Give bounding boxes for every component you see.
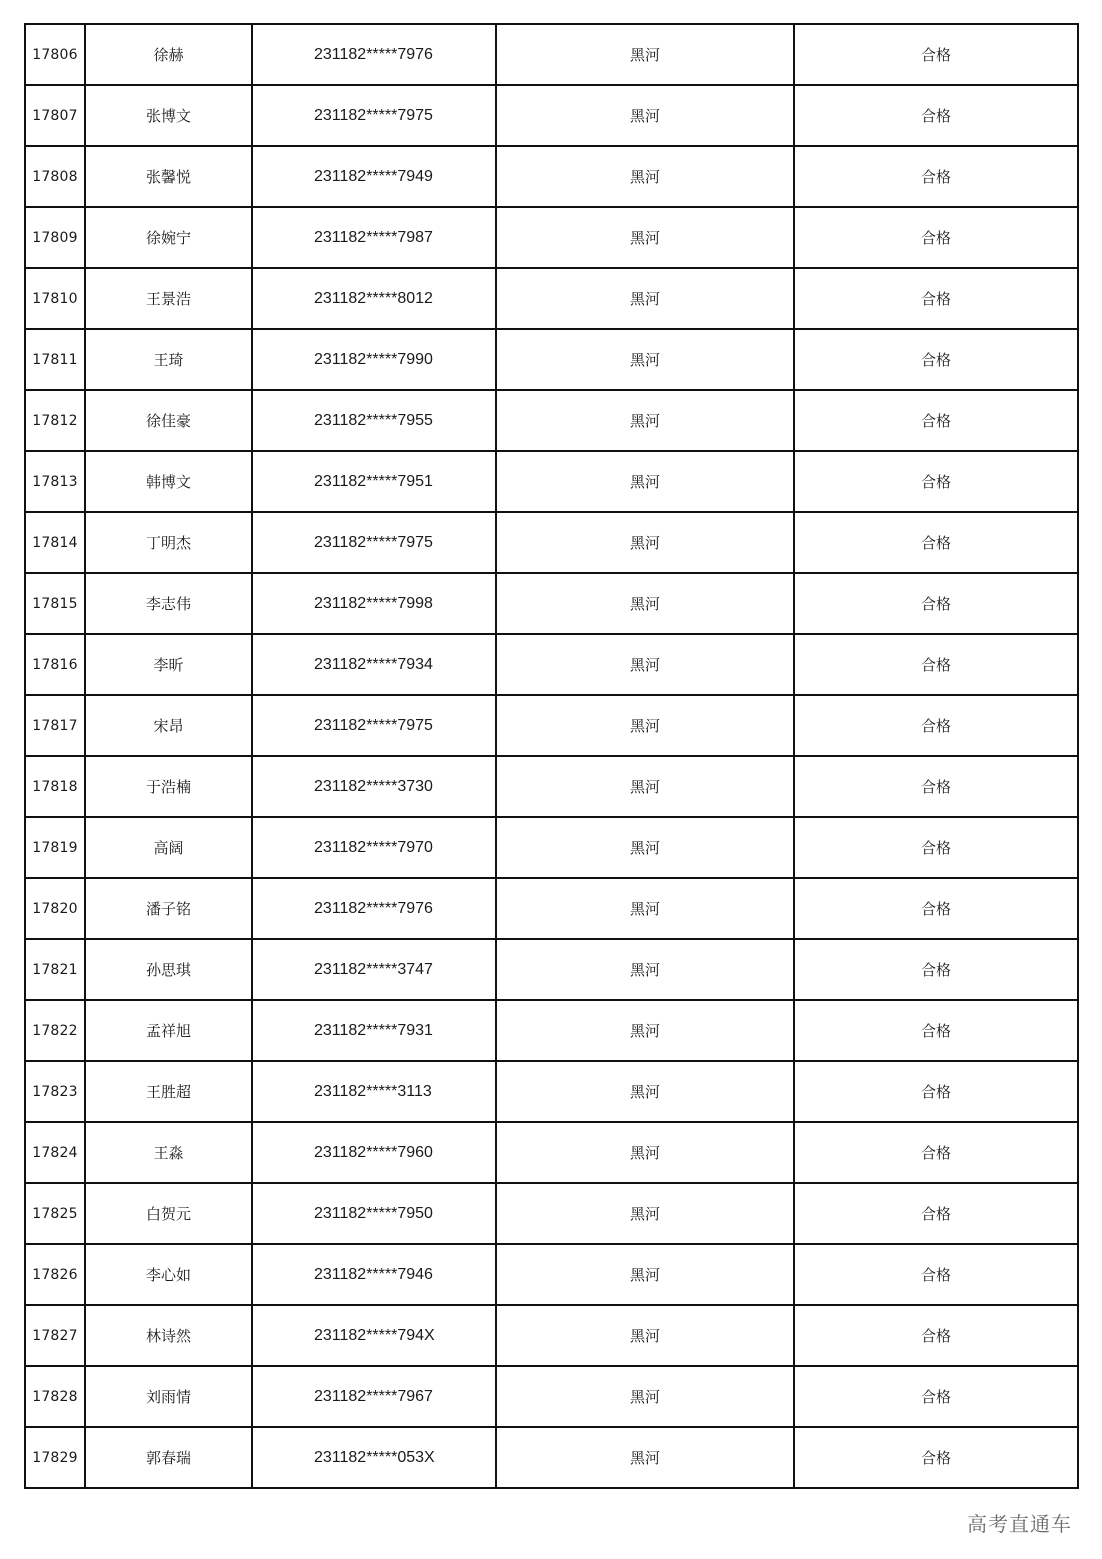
result-cell: 合格 [794,1061,1078,1122]
result-cell: 合格 [794,1305,1078,1366]
region-cell: 黑河 [496,146,794,207]
table-row [25,512,1078,573]
serial-number-cell: 17814 [25,512,85,573]
region-cell: 黑河 [496,1000,794,1061]
table-row [25,268,1078,329]
id-number-cell: 231182*****3113 [252,1061,496,1122]
serial-number-cell: 17816 [25,634,85,695]
name-cell: 郭春瑞 [85,1427,252,1488]
region-cell: 黑河 [496,268,794,329]
region-cell: 黑河 [496,878,794,939]
table-row [25,939,1078,1000]
name-cell: 刘雨情 [85,1366,252,1427]
result-cell: 合格 [794,817,1078,878]
result-cell: 合格 [794,85,1078,146]
table-row [25,1366,1078,1427]
name-cell: 孙思琪 [85,939,252,1000]
name-cell: 王景浩 [85,268,252,329]
name-cell: 潘子铭 [85,878,252,939]
id-number-cell: 231182*****7955 [252,390,496,451]
region-cell: 黑河 [496,1427,794,1488]
serial-number-cell: 17815 [25,573,85,634]
id-number-cell: 231182*****7960 [252,1122,496,1183]
table-row [25,85,1078,146]
result-cell: 合格 [794,756,1078,817]
table-row [25,817,1078,878]
id-number-cell: 231182*****7975 [252,512,496,573]
result-cell: 合格 [794,1000,1078,1061]
result-cell: 合格 [794,207,1078,268]
region-cell: 黑河 [496,695,794,756]
table-row [25,1244,1078,1305]
result-cell: 合格 [794,1122,1078,1183]
region-cell: 黑河 [496,329,794,390]
name-cell: 韩博文 [85,451,252,512]
id-number-cell: 231182*****7976 [252,24,496,85]
table-row [25,1122,1078,1183]
region-cell: 黑河 [496,1183,794,1244]
name-cell: 王胜超 [85,1061,252,1122]
region-cell: 黑河 [496,573,794,634]
result-cell: 合格 [794,512,1078,573]
result-cell: 合格 [794,1366,1078,1427]
id-number-cell: 231182*****7975 [252,695,496,756]
region-cell: 黑河 [496,451,794,512]
serial-number-cell: 17809 [25,207,85,268]
region-cell: 黑河 [496,390,794,451]
table-row [25,1000,1078,1061]
name-cell: 白贺元 [85,1183,252,1244]
name-cell: 张馨悦 [85,146,252,207]
id-number-cell: 231182*****7950 [252,1183,496,1244]
name-cell: 王琦 [85,329,252,390]
result-cell: 合格 [794,146,1078,207]
result-cell: 合格 [794,695,1078,756]
table-row [25,146,1078,207]
id-number-cell: 231182*****7976 [252,878,496,939]
result-cell: 合格 [794,878,1078,939]
region-cell: 黑河 [496,1366,794,1427]
table-row [25,1427,1078,1488]
name-cell: 徐赫 [85,24,252,85]
name-cell: 李昕 [85,634,252,695]
table-row [25,573,1078,634]
name-cell: 李志伟 [85,573,252,634]
id-number-cell: 231182*****7951 [252,451,496,512]
name-cell: 宋昂 [85,695,252,756]
table-row [25,1183,1078,1244]
name-cell: 徐佳豪 [85,390,252,451]
result-cell: 合格 [794,573,1078,634]
id-number-cell: 231182*****7990 [252,329,496,390]
serial-number-cell: 17808 [25,146,85,207]
name-cell: 于浩楠 [85,756,252,817]
id-number-cell: 231182*****7967 [252,1366,496,1427]
serial-number-cell: 17822 [25,1000,85,1061]
region-cell: 黑河 [496,634,794,695]
region-cell: 黑河 [496,512,794,573]
result-cell: 合格 [794,1427,1078,1488]
table-row [25,329,1078,390]
table-row [25,1061,1078,1122]
serial-number-cell: 17820 [25,878,85,939]
result-cell: 合格 [794,268,1078,329]
id-number-cell: 231182*****7949 [252,146,496,207]
serial-number-cell: 17821 [25,939,85,1000]
serial-number-cell: 17823 [25,1061,85,1122]
result-cell: 合格 [794,1183,1078,1244]
region-cell: 黑河 [496,24,794,85]
name-cell: 丁明杰 [85,512,252,573]
result-cell: 合格 [794,451,1078,512]
table-row [25,451,1078,512]
id-number-cell: 231182*****7998 [252,573,496,634]
result-cell: 合格 [794,634,1078,695]
region-cell: 黑河 [496,817,794,878]
region-cell: 黑河 [496,1244,794,1305]
table-row [25,634,1078,695]
table-row [25,695,1078,756]
serial-number-cell: 17829 [25,1427,85,1488]
result-cell: 合格 [794,24,1078,85]
region-cell: 黑河 [496,756,794,817]
id-number-cell: 231182*****3747 [252,939,496,1000]
table-row [25,1305,1078,1366]
serial-number-cell: 17813 [25,451,85,512]
id-number-cell: 231182*****7934 [252,634,496,695]
name-cell: 高阔 [85,817,252,878]
name-cell: 张博文 [85,85,252,146]
serial-number-cell: 17819 [25,817,85,878]
region-cell: 黑河 [496,939,794,1000]
serial-number-cell: 17817 [25,695,85,756]
id-number-cell: 231182*****7975 [252,85,496,146]
result-cell: 合格 [794,1244,1078,1305]
region-cell: 黑河 [496,207,794,268]
serial-number-cell: 17810 [25,268,85,329]
table-row [25,24,1078,85]
name-cell: 徐婉宁 [85,207,252,268]
name-cell: 林诗然 [85,1305,252,1366]
result-cell: 合格 [794,329,1078,390]
serial-number-cell: 17826 [25,1244,85,1305]
watermark: 高考直通车 [965,1508,1074,1537]
id-number-cell: 231182*****053X [252,1427,496,1488]
table-row [25,878,1078,939]
region-cell: 黑河 [496,1061,794,1122]
id-number-cell: 231182*****7946 [252,1244,496,1305]
serial-number-cell: 17811 [25,329,85,390]
name-cell: 孟祥旭 [85,1000,252,1061]
serial-number-cell: 17825 [25,1183,85,1244]
result-cell: 合格 [794,390,1078,451]
serial-number-cell: 17828 [25,1366,85,1427]
serial-number-cell: 17827 [25,1305,85,1366]
name-cell: 王淼 [85,1122,252,1183]
id-number-cell: 231182*****7970 [252,817,496,878]
region-cell: 黑河 [496,1305,794,1366]
serial-number-cell: 17812 [25,390,85,451]
results-table-body [25,24,1078,1488]
serial-number-cell: 17806 [25,24,85,85]
id-number-cell: 231182*****3730 [252,756,496,817]
serial-number-cell: 17807 [25,85,85,146]
result-cell: 合格 [794,939,1078,1000]
table-row [25,756,1078,817]
region-cell: 黑河 [496,85,794,146]
name-cell: 李心如 [85,1244,252,1305]
serial-number-cell: 17818 [25,756,85,817]
id-number-cell: 231182*****8012 [252,268,496,329]
serial-number-cell: 17824 [25,1122,85,1183]
table-row [25,207,1078,268]
results-table [24,23,1079,1489]
region-cell: 黑河 [496,1122,794,1183]
id-number-cell: 231182*****7931 [252,1000,496,1061]
id-number-cell: 231182*****7987 [252,207,496,268]
id-number-cell: 231182*****794X [252,1305,496,1366]
table-row [25,390,1078,451]
